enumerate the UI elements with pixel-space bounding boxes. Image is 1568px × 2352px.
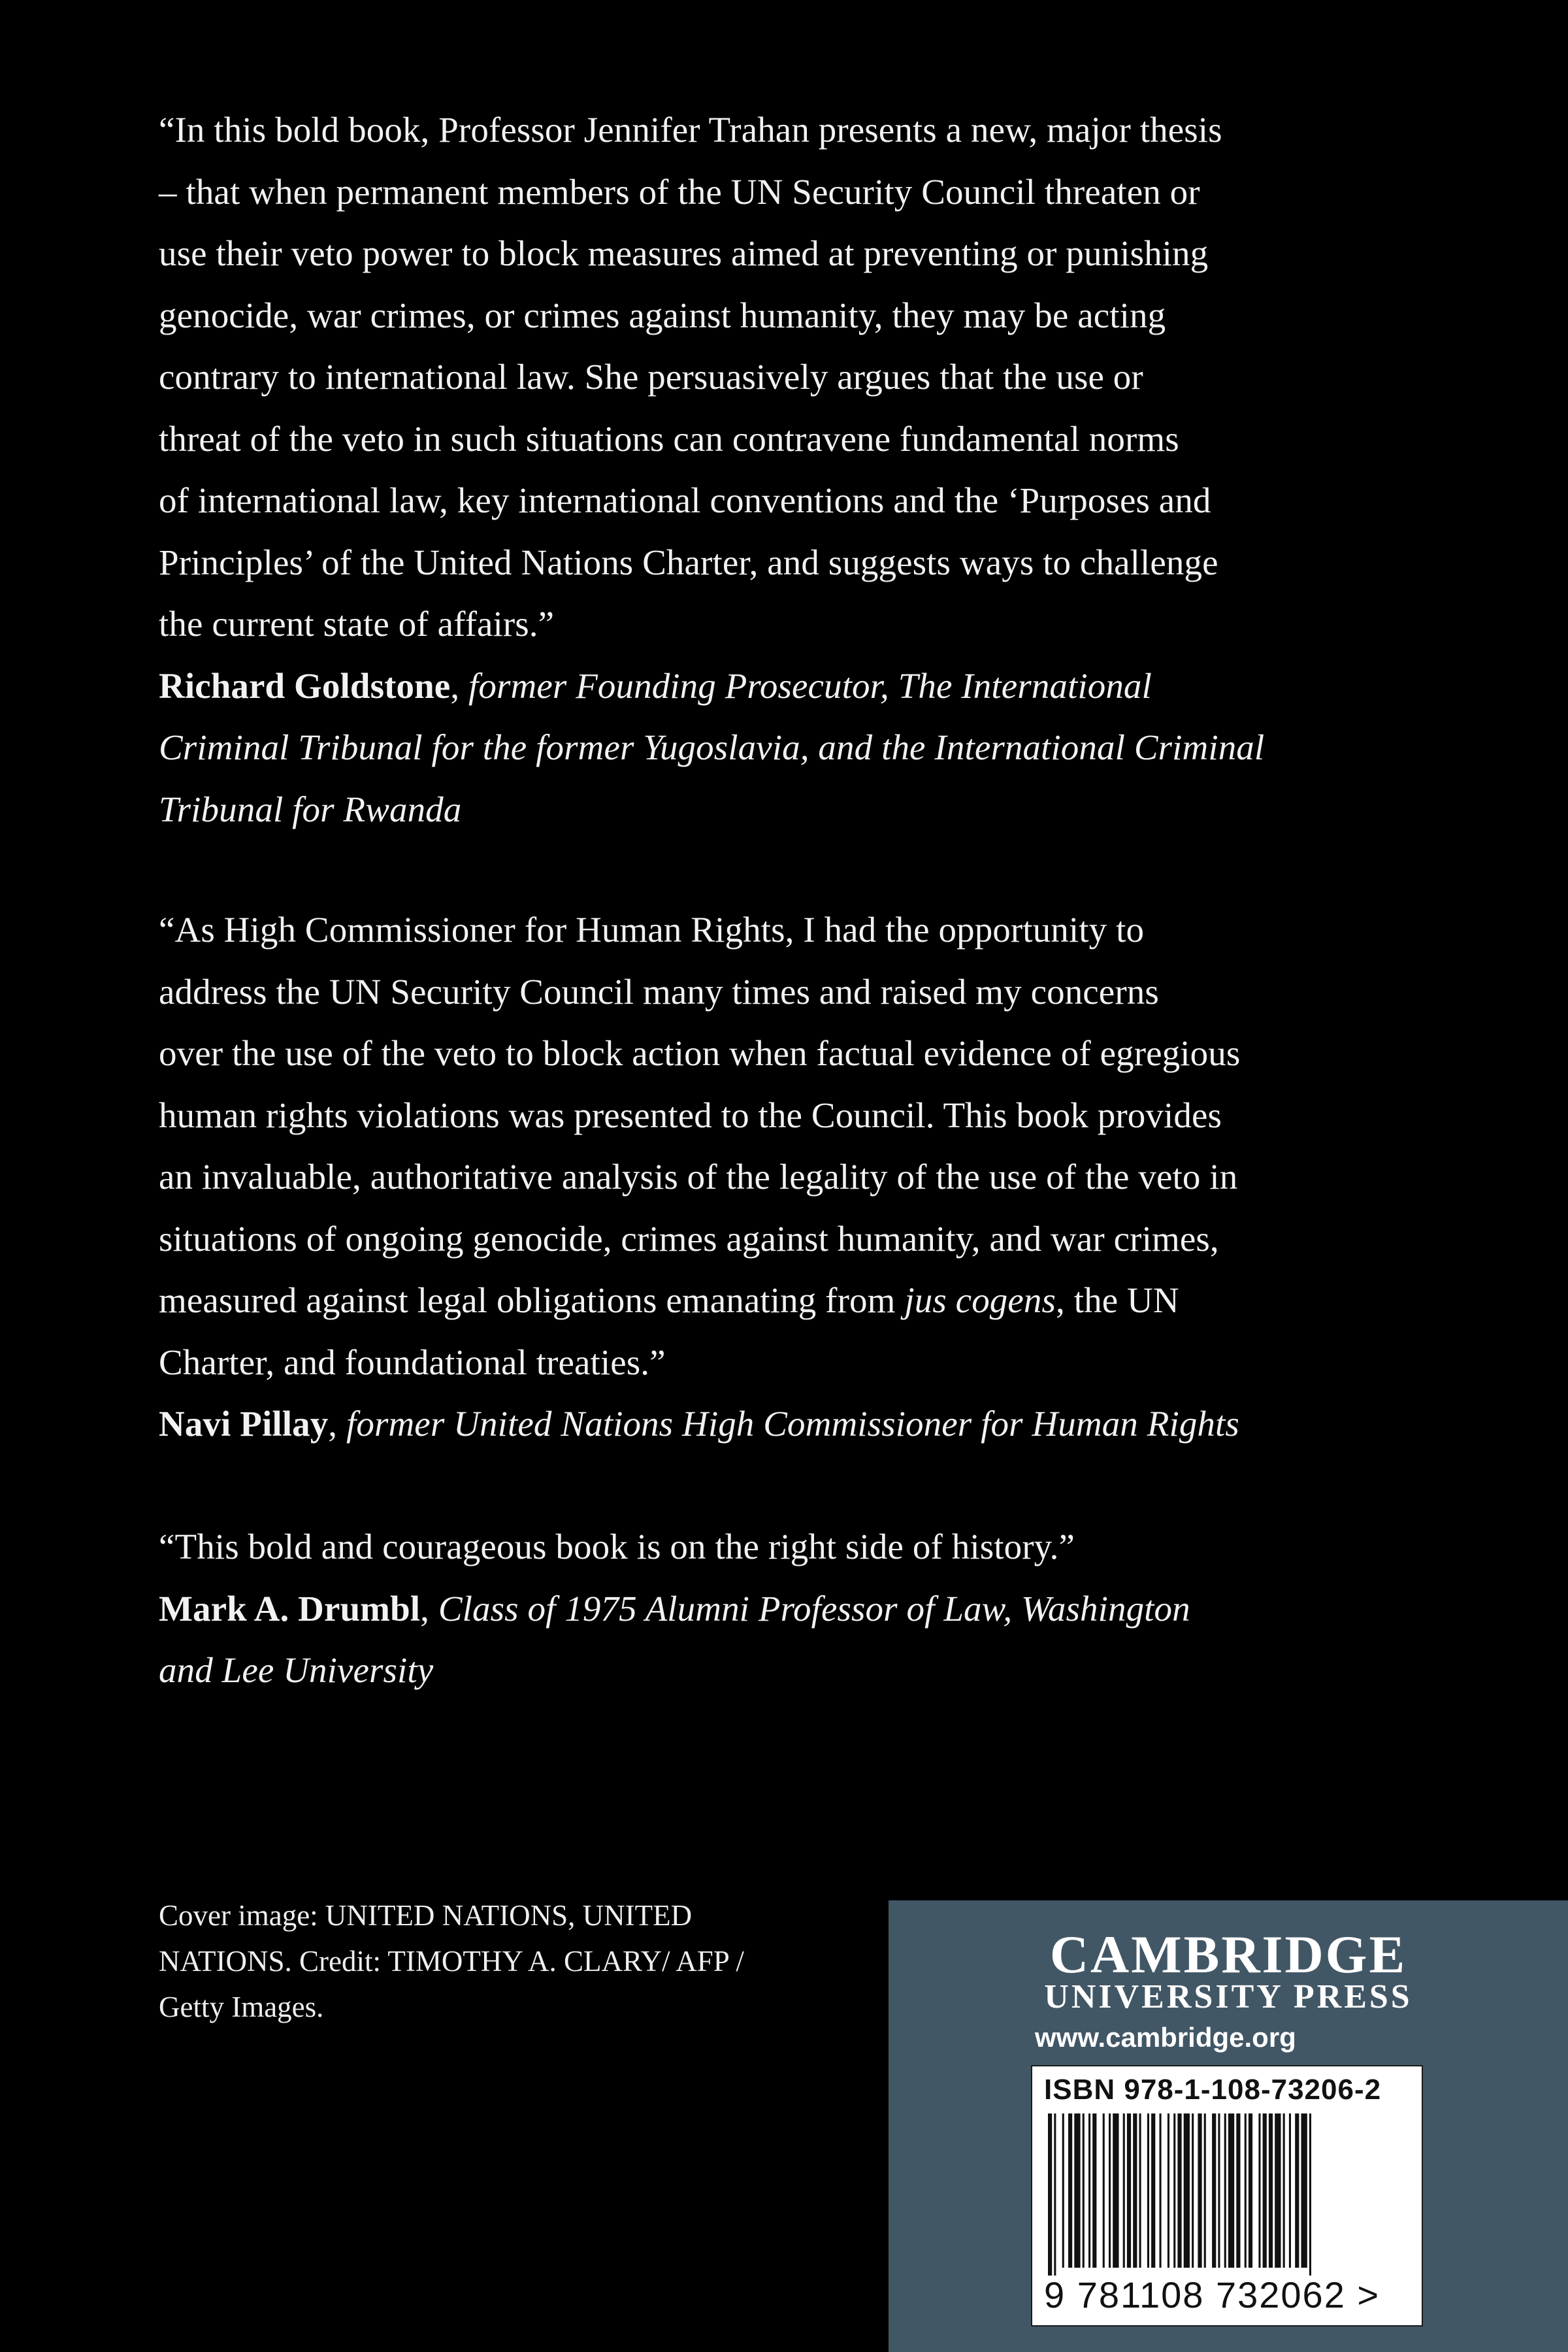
- blurb-attribution: [159, 655, 1400, 841]
- barcode-bar: [1236, 2113, 1240, 2268]
- barcode-bar: [1147, 2113, 1149, 2268]
- attribution-line: Mark A. Drumbl, Class of 1975 Alumni Professor of Law, Washington: [159, 1588, 1190, 1629]
- quote-line: contrary to international law. She persuasively argues that the use or: [159, 357, 1143, 397]
- barcode-bar: [1249, 2113, 1252, 2268]
- endorser-role: and Lee University: [159, 1650, 434, 1690]
- barcode-bar: [1083, 2113, 1085, 2268]
- publisher-panel: [889, 1900, 1568, 2352]
- barcode-bar: [1198, 2113, 1201, 2268]
- credit-line: NATIONS. Credit: TIMOTHY A. CLARY/ AFP /: [159, 1945, 744, 1978]
- endorser-name: Richard Goldstone: [159, 665, 451, 706]
- quote-line: use their veto power to block measures aimed at preventing or punishing: [159, 233, 1209, 273]
- endorser-name: Navi Pillay: [159, 1404, 329, 1444]
- quote-line: address the UN Security Council many times and raised my concerns: [159, 971, 1159, 1012]
- blurb-attribution: [159, 1393, 1400, 1455]
- barcode-bar: [1173, 2113, 1175, 2268]
- barcode-bar: [1289, 2113, 1291, 2268]
- blurb-pillay: [159, 899, 1400, 1455]
- barcode-bar: [1263, 2113, 1267, 2268]
- barcode-bar: [1275, 2113, 1281, 2268]
- quote-line: “This bold and courageous book is on the right side of history.”: [159, 1527, 1075, 1566]
- barcode-bar: [1309, 2113, 1311, 2276]
- quote-line: “In this bold book, Professor Jennifer Trahan presents a new, major thesis: [159, 110, 1222, 150]
- barcode-bar: [1088, 2113, 1090, 2268]
- barcode-bar: [1258, 2113, 1260, 2268]
- quote-text: , the UN: [1056, 1280, 1179, 1320]
- barcode-bar: [1123, 2113, 1125, 2268]
- isbn-barcode: [1031, 2065, 1423, 2327]
- barcode-bar: [1151, 2113, 1155, 2268]
- publisher-name: CAMBRIDGE: [1049, 1925, 1407, 1984]
- credit-line: Cover image: UNITED NATIONS, UNITED: [159, 1899, 693, 1932]
- barcode-bar: [1228, 2113, 1234, 2268]
- quote-line: of international law, key international conventions and the ‘Purposes and: [159, 480, 1211, 520]
- barcode-bars: [1048, 2113, 1409, 2276]
- blurb-drumbl: [159, 1516, 1400, 1702]
- barcode-bar: [1127, 2113, 1131, 2268]
- barcode-bar: [1133, 2113, 1137, 2268]
- quote-line: over the use of the veto to block action when factual evidence of egregious: [159, 1033, 1241, 1073]
- attribution-line: Richard Goldstone, former Founding Prosecutor, The International: [159, 665, 1152, 706]
- quote-line: an invaluable, authoritative analysis of the legality of the use of the veto in: [159, 1157, 1238, 1197]
- endorser-role: Tribunal for Rwanda: [159, 789, 462, 829]
- barcode-bar: [1068, 2113, 1072, 2268]
- endorser-role: former United Nations High Commissioner for Human Rights: [346, 1404, 1239, 1444]
- endorser-role: former Founding Prosecutor, The International: [468, 665, 1152, 706]
- barcode-bar: [1184, 2113, 1190, 2268]
- isbn-label: ISBN 978-1-108-73206-2: [1044, 2074, 1382, 2106]
- blurb-goldstone: [159, 99, 1400, 840]
- credit-line: Getty Images.: [159, 1991, 324, 2023]
- barcode-bar: [1103, 2113, 1105, 2268]
- barcode-bar: [1269, 2113, 1273, 2268]
- quote-line: genocide, war crimes, or crimes against humanity, they may be acting: [159, 295, 1166, 335]
- barcode-bar: [1218, 2113, 1220, 2268]
- quote-line: “As High Commissioner for Human Rights, I had the opportunity to: [159, 910, 1145, 950]
- barcode-bar: [1048, 2113, 1052, 2276]
- quote-line: human rights violations was presented to the Council. This book provides: [159, 1095, 1222, 1135]
- quote-line: [159, 1270, 1400, 1332]
- publisher-url: www.cambridge.org: [1035, 2022, 1296, 2053]
- blurb-quote: [159, 1516, 1400, 1578]
- barcode-bar: [1062, 2113, 1064, 2268]
- latin-term: jus cogens: [904, 1280, 1056, 1320]
- cover-image-credit: [159, 1893, 812, 2030]
- barcode-bar: [1160, 2113, 1162, 2268]
- quote-line: Principles’ of the United Nations Charter, and suggests ways to challenge: [159, 542, 1218, 582]
- blurb-attribution: [159, 1578, 1400, 1702]
- barcode-bar: [1192, 2113, 1194, 2268]
- barcode-bar: [1139, 2113, 1141, 2268]
- endorser-role: Criminal Tribunal for the former Yugoslavia, and the International Criminal: [159, 727, 1265, 767]
- barcode-bar: [1204, 2113, 1206, 2268]
- barcode-bar: [1168, 2113, 1169, 2268]
- barcode-bar: [1177, 2113, 1181, 2268]
- barcode-bar: [1245, 2113, 1247, 2268]
- barcode-bar: [1109, 2113, 1111, 2268]
- attribution-line: Navi Pillay, former United Nations High Commissioner for Human Rights: [159, 1404, 1239, 1444]
- quote-line: the current state of affairs.”: [159, 604, 555, 644]
- barcode-bar: [1054, 2113, 1056, 2276]
- endorser-name: Mark A. Drumbl: [159, 1588, 421, 1629]
- quote-line: Charter, and foundational treaties.”: [159, 1342, 666, 1382]
- barcode-bar: [1113, 2113, 1119, 2268]
- blurb-quote: [159, 99, 1400, 655]
- barcode-bar: [1074, 2113, 1080, 2268]
- barcode-bar: [1301, 2113, 1307, 2268]
- quote-line: threat of the veto in such situations can contravene fundamental norms: [159, 418, 1179, 459]
- barcode-bar: [1295, 2113, 1299, 2268]
- barcode-bar: [1092, 2113, 1096, 2268]
- barcode-digits: 9 781108 732062 >: [1044, 2274, 1380, 2315]
- publisher-subname: UNIVERSITY PRESS: [1044, 1978, 1413, 2015]
- endorser-role: Class of 1975 Alumni Professor of Law, Washington: [438, 1588, 1190, 1629]
- quote-line: situations of ongoing genocide, crimes against humanity, and war crimes,: [159, 1218, 1219, 1259]
- quote-line: – that when permanent members of the UN Security Council threaten or: [159, 171, 1200, 212]
- barcode-bar: [1212, 2113, 1216, 2268]
- blurb-quote: [159, 899, 1400, 1393]
- quote-text: measured against legal obligations emanating from: [159, 1280, 905, 1320]
- barcode-bar: [1283, 2113, 1285, 2268]
- barcode-bar: [1224, 2113, 1226, 2268]
